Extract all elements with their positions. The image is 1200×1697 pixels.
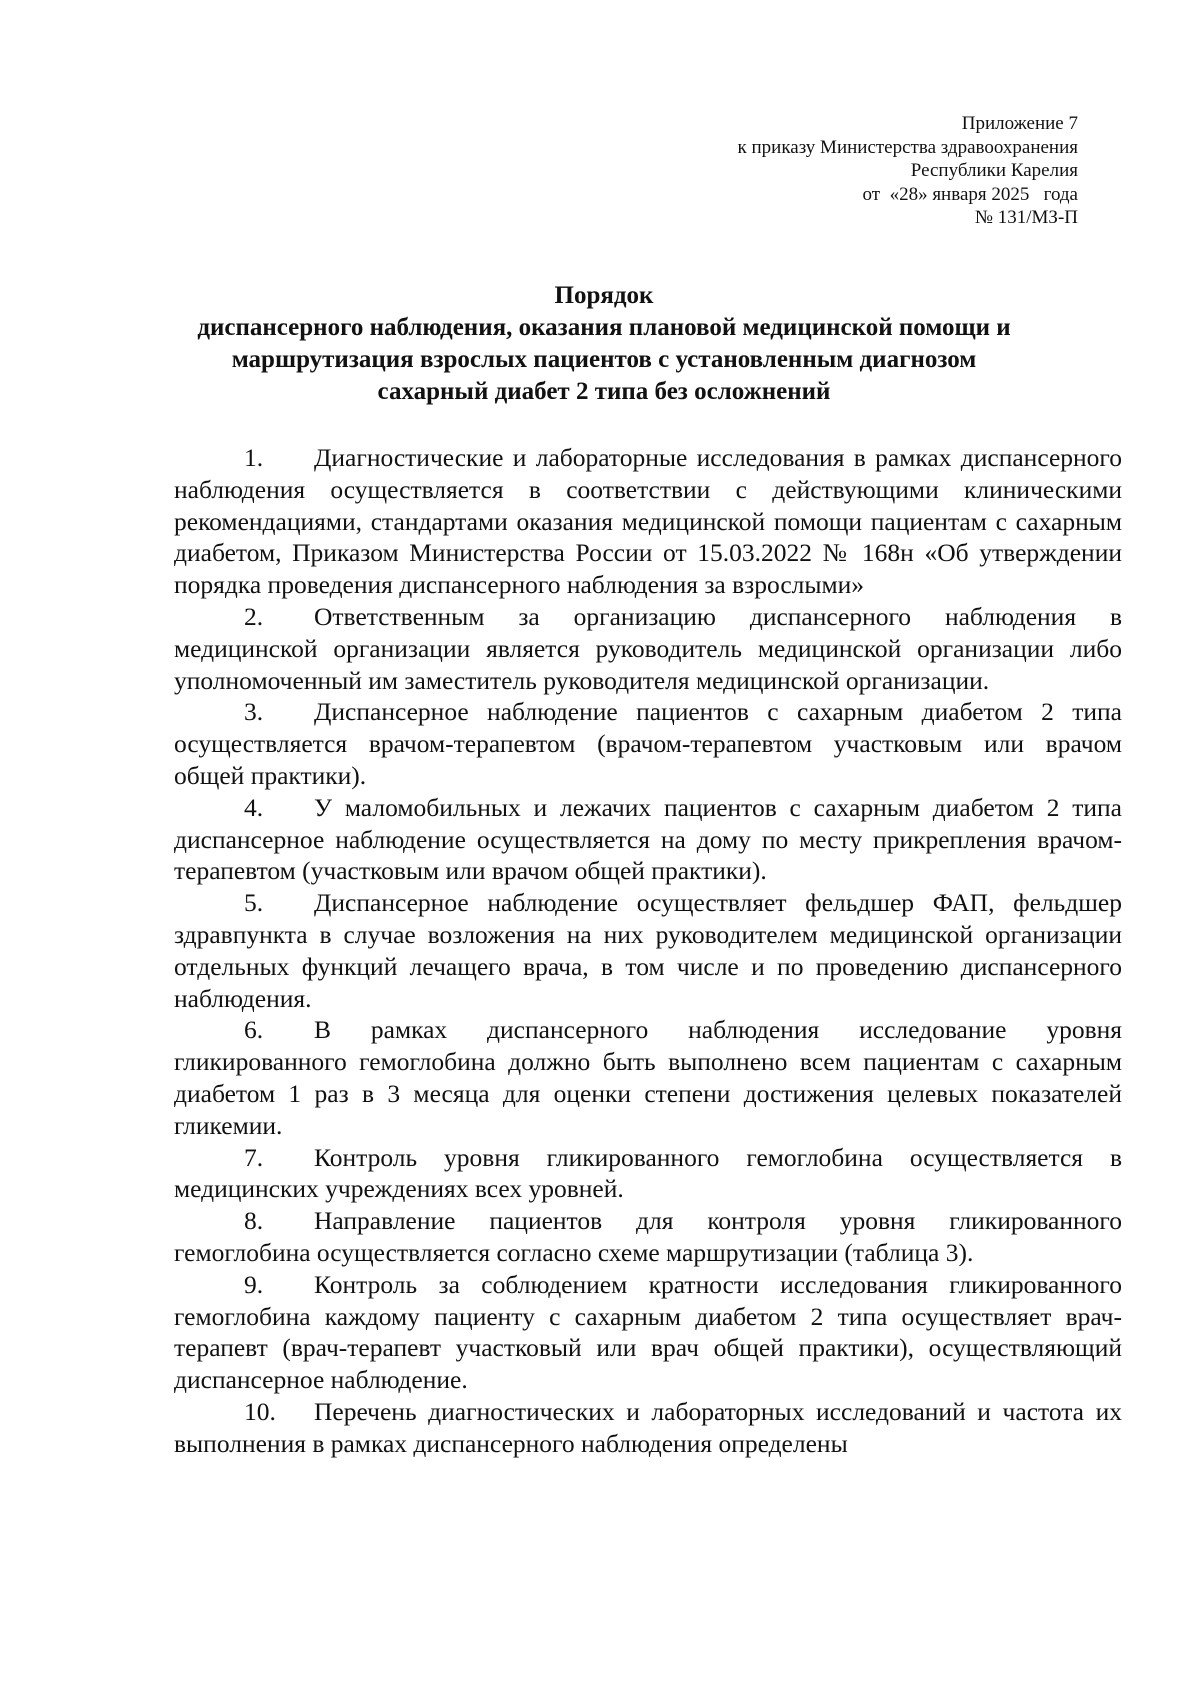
paragraph-10 (174, 1396, 1122, 1460)
paragraph-1 (174, 442, 1122, 601)
paragraph-8 (174, 1205, 1122, 1269)
paragraph-7 (174, 1142, 1122, 1206)
header-line: Республики Карелия (910, 160, 1078, 181)
paragraph-text: Диспансерное наблюдение осуществляет фельдшер ФАП, фельдшер здравпункта в случае возложения на них руководителем медицинской организации отдельных функций лечащего врача, в том числе и по проведению диспансерного наблюдения. (174, 888, 1122, 1013)
paragraph-text: В рамках диспансерного наблюдения исследование уровня гликированного гемоглобина должно быть выполнено всем пациентам с сахарным диабетом 1 раз в 3 месяца для оценки степени достижения целевых показателей гликемии. (174, 1015, 1122, 1140)
paragraph-text: У маломобильных и лежачих пациентов с сахарным диабетом 2 типа диспансерное наблюдение осуществляется на дому по месту прикрепления врачом-терапевтом (участковым или врачом общей практики). (174, 792, 1122, 886)
paragraph-3 (174, 696, 1122, 791)
header-line: № 131/МЗ-П (974, 207, 1078, 228)
paragraph-4 (174, 792, 1122, 887)
paragraph-number: 2. (244, 601, 264, 631)
title-line: диспансерного наблюдения, оказания плановой медицинской помощи и (197, 314, 1011, 341)
approval-header (558, 112, 1078, 230)
paragraph-number: 1. (244, 443, 264, 472)
paragraph-number: 10. (244, 1396, 276, 1426)
paragraph-text: Диспансерное наблюдение пациентов с сахарным диабетом 2 типа осуществляется врачом-терапевтом (врачом-терапевтом участковым или врачом общей практики). (174, 697, 1122, 790)
paragraph-9 (174, 1269, 1122, 1396)
paragraph-text: Контроль за соблюдением кратности исследования гликированного гемоглобина каждому пациенту с сахарным диабетом 2 типа осуществляет врач-терапевт (врач-терапевт участковый или врач общей практики), осуществляющий диспансерное наблюдение. (174, 1269, 1122, 1395)
paragraph-2 (174, 601, 1122, 696)
header-line: к приказу Министерства здравоохранения (737, 136, 1078, 158)
document-title (160, 280, 1048, 408)
paragraph-text: Диагностические и лабораторные исследования в рамках диспансерного наблюдения осуществляется в соответствии с действующими клиническими рекомендациями, стандартами оказания медицинской помощи пациентам с сахарным диабетом, Приказом Министерства России от 15.03.2022 № 168н «Об утверждении порядка проведения диспансерного наблюдения за взрослыми» (174, 443, 1122, 600)
header-line: Приложение 7 (961, 113, 1078, 134)
paragraph-text: Контроль уровня гликированного гемоглобина осуществляется в медицинских учреждениях всех уровней. (174, 1142, 1122, 1204)
document-body (174, 442, 1122, 1460)
title-line: маршрутизация взрослых пациентов с установленным диагнозом (231, 346, 977, 373)
paragraph-text: Ответственным за организацию диспансерного наблюдения в медицинской организации является руководитель медицинской организации либо уполномоченный им заместитель руководителя медицинской организации. (174, 601, 1122, 695)
paragraph-number: 8. (244, 1206, 264, 1236)
title-line: сахарный диабет 2 типа без осложнений (377, 378, 831, 405)
paragraph-text: Перечень диагностических и лабораторных исследований и частота их выполнения в рамках диспансерного наблюдения определены (174, 1396, 1122, 1458)
paragraph-number: 5. (244, 888, 264, 918)
paragraph-text: Направление пациентов для контроля уровня гликированного гемоглобина осуществляется согласно схеме маршрутизации (таблица 3). (174, 1206, 1122, 1267)
paragraph-number: 4. (244, 792, 264, 822)
paragraph-6 (174, 1014, 1122, 1141)
header-line: от «28» января 2025 года (862, 183, 1078, 205)
paragraph-number: 9. (244, 1269, 264, 1299)
paragraph-5 (174, 887, 1122, 1014)
paragraph-number: 7. (244, 1142, 264, 1172)
paragraph-number: 6. (244, 1015, 264, 1045)
paragraph-number: 3. (244, 697, 264, 727)
title-line: Порядок (554, 282, 654, 309)
